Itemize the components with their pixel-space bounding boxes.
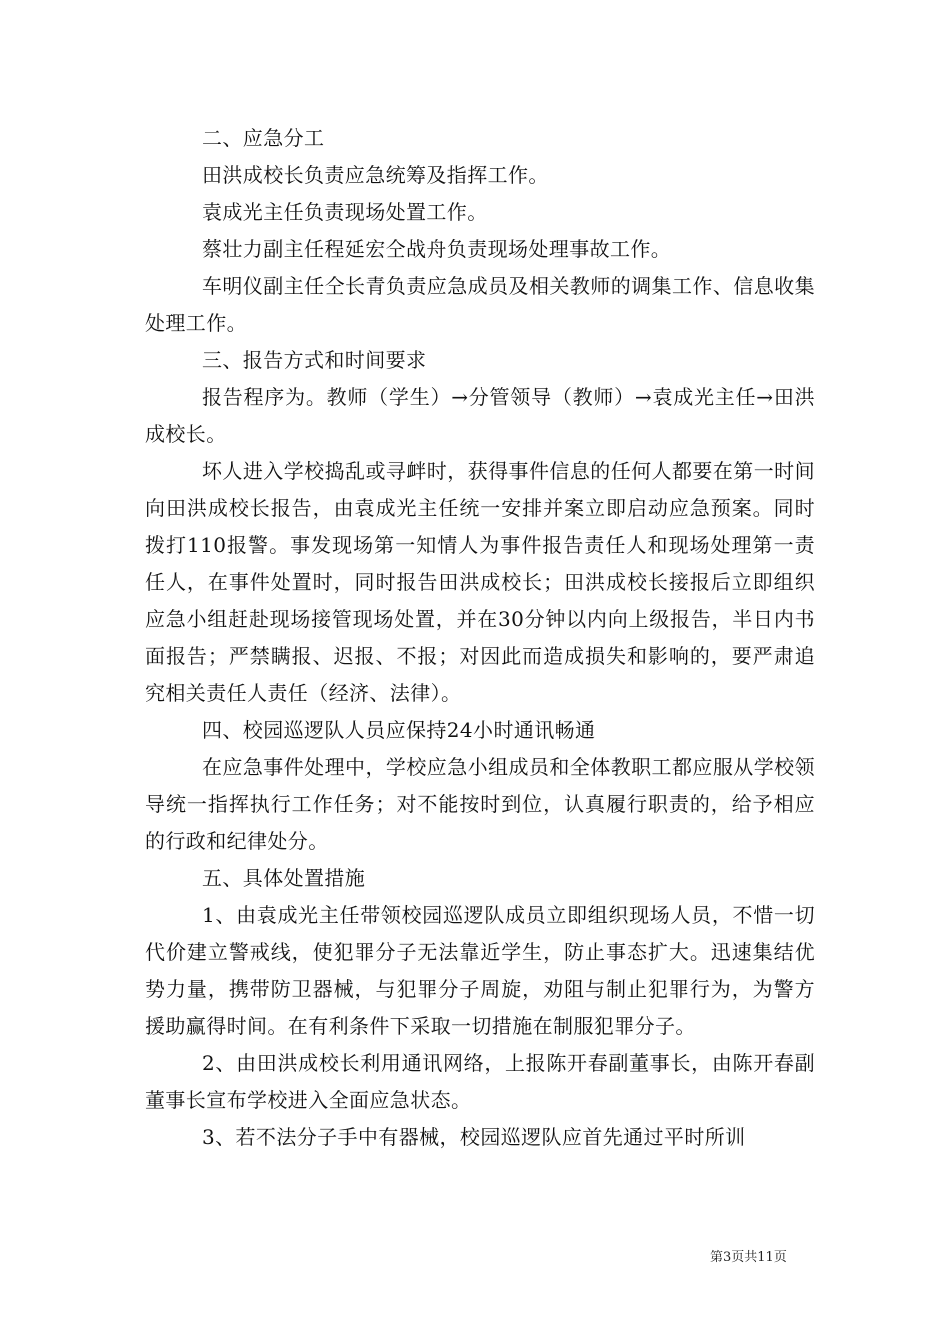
section-heading-report-requirements: 三、报告方式和时间要求 <box>202 348 427 372</box>
section-heading-specific-measures: 五、具体处置措施 <box>202 866 366 890</box>
paragraph-principal-duty: 田洪成校长负责应急统筹及指挥工作。 <box>202 163 549 187</box>
paragraph-director-duty: 袁成光主任负责现场处置工作。 <box>202 200 488 224</box>
measure-item-3: 3、若不法分子手中有器械，校园巡逻队应首先通过平时所训 <box>202 1125 746 1149</box>
measure-item-2: 2、由田洪成校长利用通讯网络，上报陈开春副董事长，由陈开春副董事长宣布学校进入全面应急状态。 <box>145 1051 815 1112</box>
paragraph-report-procedure: 报告程序为。教师（学生）→分管领导（教师）→袁成光主任→田洪成校长。 <box>145 385 815 446</box>
paragraph-staff-obligations: 在应急事件处理中，学校应急小组成员和全体教职工都应服从学校领导统一指挥执行工作任务；对不能按时到位，认真履行职责的，给予相应的行政和纪律处分。 <box>145 755 815 853</box>
page-number-footer: 第3页共11页 <box>710 1250 787 1265</box>
measure-item-1: 1、由袁成光主任带领校园巡逻队成员立即组织现场人员，不惜一切代价建立警戒线，使犯罪分子无法靠近学生，防止事态扩大。迅速集结优势力量，携带防卫器械，与犯罪分子周旋，劝阻与制止犯罪行为，为警方援助赢得时间。在有利条件下采取一切措施在制服犯罪分子。 <box>145 903 815 1038</box>
paragraph-deputy-duty-information: 车明仪副主任仝长青负责应急成员及相关教师的调集工作、信息收集处理工作。 <box>145 274 815 335</box>
paragraph-deputy-duty-accident: 蔡壮力副主任程延宏仝战舟负责现场处理事故工作。 <box>202 237 672 261</box>
document-body <box>145 120 815 1156</box>
paragraph-report-details: 坏人进入学校捣乱或寻衅时，获得事件信息的任何人都要在第一时间向田洪成校长报告，由袁成光主任统一安排并案立即启动应急预案。同时拨打110报警。事发现场第一知情人为事件报告责任人和现场处理第一责任人，在事件处置时，同时报告田洪成校长；田洪成校长接报后立即组织应急小组赶赴现场接管现场处置，并在30分钟以内向上级报告，半日内书面报告；严禁瞒报、迟报、不报；对因此而造成损失和影响的，要严肃追究相关责任人责任（经济、法律）。 <box>145 459 815 705</box>
section-heading-patrol-communication: 四、校园巡逻队人员应保持24小时通讯畅通 <box>202 718 596 742</box>
section-heading-emergency-roles: 二、应急分工 <box>202 126 325 150</box>
